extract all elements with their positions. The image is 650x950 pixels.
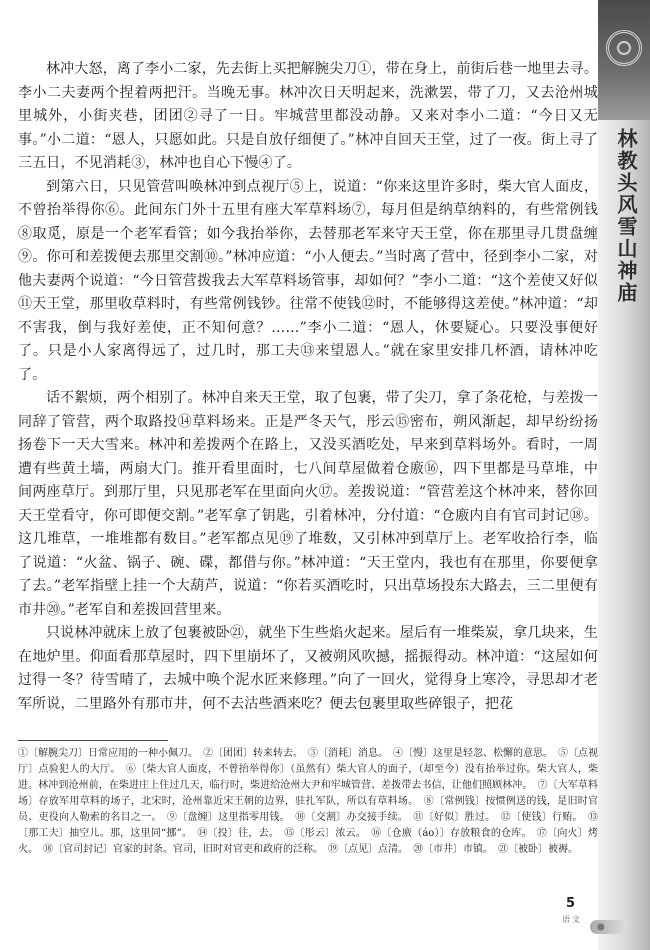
main-text bbox=[18, 58, 598, 716]
footer-ornament-icon bbox=[590, 920, 626, 934]
paragraph: 到第六日，只见管营叫唤林冲到点视厅⑤上，说道：“你来这里许多时，柴大官人面皮，不曾抬举得你⑥。此间东门外十五里有座大军草料场⑦，每月但是纳草纳料的，有些常例钱⑧取觅，原是一个老军看管；如今我抬举你，去替那老军来守天王堂，你在那里寻几贯盘缠⑨。你可和差拨便去那里交割⑩。”林冲应道：“小人便去。”当时离了营中，径到李小二家，对他夫妻两个说道：“今日管营拨我去大军草料场管事，却如何？”李小二道：“这个差使又好似⑪天王堂，那里收草料时，有些常例钱钞。往常不使钱⑫时，不能够得这差使。”林冲道：“却不害我，倒与我好差使，正不知何意？……”李小二道：“恩人，休要疑心。只要没事便好了。只是小人家离得远了，过几时，那工夫⑬来望恩人。”就在家里安排几杯酒，请林冲吃了。 bbox=[18, 178, 598, 383]
footnote-text: ①〔解腕尖刀〕日常应用的一种小佩刀。 ②〔团团〕转来转去。 ③〔消耗〕消息。 ④〔慢〕这里是轻忽、松懈的意思。 ⑤〔点视厅〕点验犯人的大厅。 ⑥〔柴大官人面皮，不曾抬举得你〕（虽然有）柴大官人的面子，（却至今）没有抬举过你。柴大官人，柴进。林冲到沧州前，在柴进庄上住过几天，临行时，柴进给沧州大尹和牢城管营、差拨带去书信，让他们照顾林冲。 ⑦〔大军草料场〕存放军用草料的场子，北宋时，沧州靠近宋王朝的边界，驻扎军队，所以有草料场。 ⑧〔常例钱〕按惯例送的钱，是旧时官员、吏役向人勒索的名目之一。 ⑨〔盘缠〕这里指零用钱。 ⑩〔交割〕办交接手续。 ⑪〔好似〕胜过。 ⑫〔使钱〕行贿。 ⑬〔那工夫〕抽空儿。那，这里同“挪”。 ⑭〔投〕往，去。 ⑮〔彤云〕浓云。 ⑯〔仓廒（áo）〕存放粮食的仓库。 ⑰〔向火〕烤火。 ⑱〔官司封记〕官家的封条。官司，旧时对官吏和政府的泛称。 ⑲〔点见〕点清。 ⑳〔市井〕市镇。 ㉑〔被卧〕被褥。 bbox=[18, 748, 598, 855]
page-number: 5 bbox=[566, 896, 576, 911]
page-label: 语文 bbox=[562, 915, 582, 924]
side-banner bbox=[598, 0, 650, 950]
footnotes bbox=[18, 746, 598, 858]
paragraph: 林冲大怒，离了李小二家，先去街上买把解腕尖刀①，带在身上，前街后巷一地里去寻。李小二夫妻两个捏着两把汗。当晚无事。林冲次日天明起来，洗漱罢，带了刀，又去沧州城里城外，小街夹巷，团团②寻了一日。牢城营里都没动静。又来对李小二道：“今日又无事。”小二道：“恩人，只愿如此。只是自放仔细便了。”林冲自回天王堂，过了一夜。街上寻了三五日，不见消耗③，林冲也自心下慢④了。 bbox=[18, 61, 598, 171]
ornament-core-icon bbox=[617, 41, 631, 55]
ornament-icon bbox=[606, 30, 642, 66]
chapter-title: 林教头风雪山神庙 bbox=[614, 128, 638, 304]
footnote-divider bbox=[18, 740, 168, 741]
side-banner-header bbox=[598, 0, 650, 120]
paragraph: 话不絮烦，两个相别了。林冲自来天王堂，取了包裹，带了尖刀，拿了条花枪，与差拨一同辞了管营，两个取路投⑭草料场来。正是严冬天气，彤云⑮密布，朔风渐起，却早纷纷扬扬卷下一天大雪来。林冲和差拨两个在路上，又没买酒吃处，早来到草料场外。看时，一周遭有些黄土墙，两扇大门。推开看里面时，七八间草屋做着仓廒⑯，四下里都是马草堆，中间两座草厅。到那厅里，只见那老军在里面向火⑰。差拨说道：“管营差这个林冲来，替你回天王堂看守，你可即便交割。”老军拿了钥匙，引着林冲，分付道：“仓廒内自有官司封记⑱。这几堆草，一堆堆都有数目。”老军都点见⑲了堆数，又引林冲到草厅上。老军收拾行李，临了说道：“火盆、锅子、碗、碟，都借与你。”林冲道：“天王堂内，我也有在那里，你要便拿了去。”老军指壁上挂一个大葫芦，说道：“你若买酒吃时，只出草场投东大路去，三二里便有市井⑳。”老军自和差拨回营里来。 bbox=[18, 390, 598, 618]
paragraph: 只说林冲就床上放了包裹被卧㉑，就坐下生些焰火起来。屋后有一堆柴炭，拿几块来，生在地炉里。仰面看那草屋时，四下里崩坏了，又被朔风吹撼，摇振得动。林冲道：“这屋如何过得一冬？待雪晴了，去城中唤个泥水匠来修理。”向了一回火，觉得身上寒冷，寻思却才老军所说，二里路外有那市井，何不去沽些酒来吃？便去包裹里取些碎银子，把花 bbox=[18, 625, 598, 712]
